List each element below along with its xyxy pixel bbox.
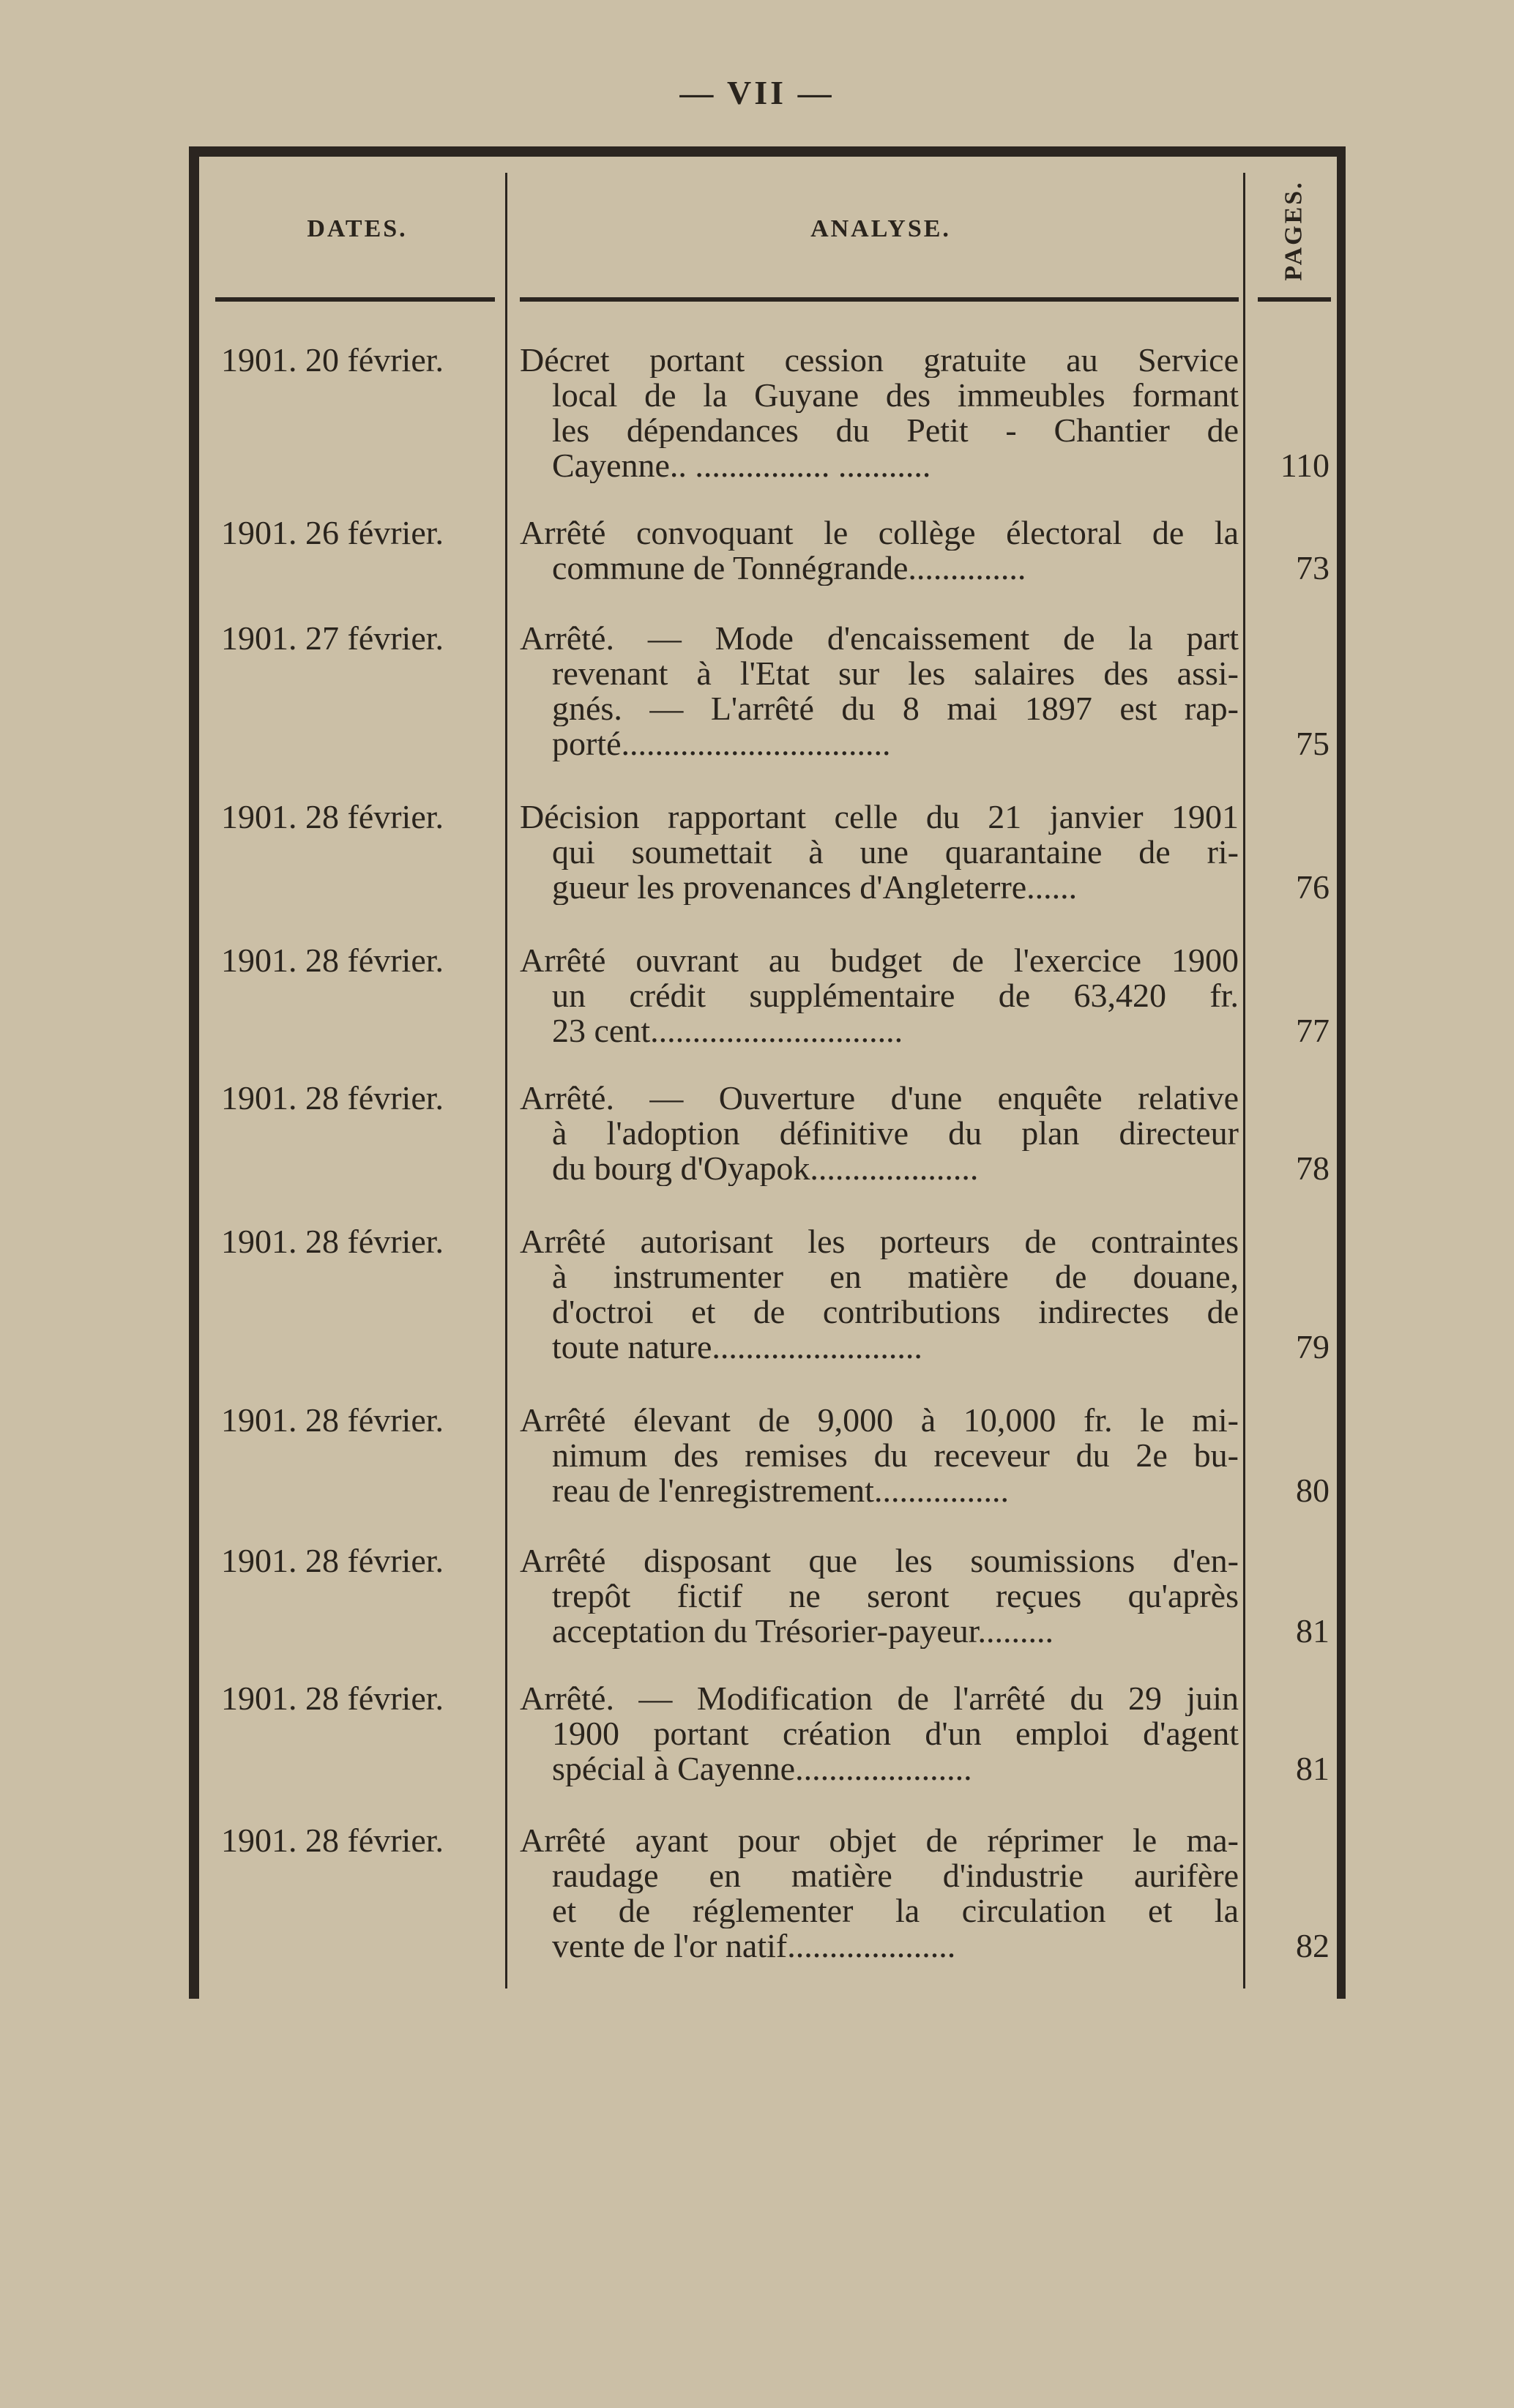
analysis-line: les dépendances du Petit - Chantier de (552, 413, 1239, 448)
analysis-line: nimum des remises du receveur du 2e bu- (552, 1438, 1239, 1473)
analysis-line: gueur les provenances d'Angleterre...... (552, 870, 1078, 905)
entry-date: 1901. 28 février. (221, 942, 444, 979)
analysis-line: Arrêté ayant pour objet de réprimer le ma- (520, 1823, 1239, 1858)
analysis-line: Arrêté élevant de 9,000 à 10,000 fr. le mi- (520, 1403, 1239, 1438)
analysis-line: commune de Tonnégrande.............. (552, 551, 1026, 586)
analysis-line: 1900 portant création d'un emploi d'agent (552, 1716, 1239, 1751)
column-divider-pages (1243, 173, 1245, 1988)
entry-analysis (520, 343, 1239, 483)
entry-date: 1901. 28 février. (221, 1223, 444, 1260)
entry-date: 1901. 28 février. (221, 1542, 444, 1579)
entry-date: 1901. 28 février. (221, 1401, 444, 1439)
analysis-line: Décision rapportant celle du 21 janvier 1901 (520, 799, 1239, 835)
analysis-line: à instrumenter en matière de douane, (552, 1259, 1239, 1294)
analysis-line: raudage en matière d'industrie aurifère (552, 1858, 1239, 1893)
table-right-border (1337, 146, 1346, 1999)
entry-date: 1901. 28 février. (221, 798, 444, 835)
entry-analysis (520, 621, 1239, 761)
header-pages-label: PAGES. (1280, 180, 1308, 281)
entry-analysis (520, 1823, 1239, 1964)
analysis-line: vente de l'or natif.................... (552, 1928, 956, 1964)
entry-analysis (520, 1681, 1239, 1786)
entry-analysis (520, 943, 1239, 1048)
page-number: — VII — (679, 74, 835, 111)
entry-analysis (520, 1543, 1239, 1649)
table-top-border (189, 146, 1346, 157)
header-dates: DATES. (307, 215, 408, 242)
entry-date: 1901. 28 février. (221, 1079, 444, 1117)
analysis-line: Arrêté convoquant le collège électoral de la (520, 515, 1239, 551)
analysis-line: du bourg d'Oyapok.................... (552, 1151, 979, 1186)
entry-analysis (520, 1224, 1239, 1365)
analysis-line: trepôt fictif ne seront reçues qu'après (552, 1578, 1239, 1614)
header-underline-analyse (520, 297, 1239, 302)
analysis-line: local de la Guyane des immeubles formant (552, 378, 1239, 413)
entry-analysis (520, 1403, 1239, 1508)
analysis-line: et de réglementer la circulation et la (552, 1893, 1239, 1928)
entry-page-number: 79 (1296, 1328, 1330, 1365)
entry-page-number: 77 (1296, 1012, 1330, 1049)
analysis-line: Arrêté ouvrant au budget de l'exercice 1900 (520, 943, 1239, 978)
entry-page-number: 80 (1296, 1472, 1330, 1509)
entry-date: 1901. 28 février. (221, 1680, 444, 1717)
entry-date: 1901. 28 février. (221, 1822, 444, 1859)
header-underline-dates (215, 297, 495, 302)
entry-page-number: 81 (1296, 1750, 1330, 1787)
analysis-line: gnés. — L'arrêté du 8 mai 1897 est rap- (552, 691, 1239, 726)
analysis-line: 23 cent.............................. (552, 1013, 903, 1048)
header-underline-pages (1258, 297, 1331, 302)
entry-page-number: 73 (1296, 549, 1330, 586)
column-divider-dates (505, 173, 507, 1988)
analysis-line: Décret portant cession gratuite au Service (520, 343, 1239, 378)
header-pages (1256, 176, 1332, 286)
analysis-line: Arrêté disposant que les soumissions d'en- (520, 1543, 1239, 1578)
analysis-line: à l'adoption définitive du plan directeur (552, 1116, 1239, 1151)
entry-date: 1901. 27 février. (221, 619, 444, 657)
analysis-line: Arrêté autorisant les porteurs de contraintes (520, 1224, 1239, 1259)
entry-analysis (520, 1081, 1239, 1186)
table-of-contents (189, 146, 1346, 1999)
entry-page-number: 76 (1296, 868, 1330, 906)
analysis-line: Arrêté. — Ouverture d'une enquête relative (520, 1081, 1239, 1116)
analysis-line: acceptation du Trésorier-payeur......... (552, 1614, 1054, 1649)
analysis-line: qui soumettait à une quarantaine de ri- (552, 835, 1239, 870)
analysis-line: un crédit supplémentaire de 63,420 fr. (552, 978, 1239, 1013)
analysis-line: Arrêté. — Mode d'encaissement de la part (520, 621, 1239, 656)
analysis-line: reau de l'enregistrement................ (552, 1473, 1009, 1508)
entry-page-number: 110 (1280, 447, 1330, 484)
entry-date: 1901. 26 février. (221, 514, 444, 551)
table-left-border (189, 146, 199, 1999)
analysis-line: Arrêté. — Modification de l'arrêté du 29 juin (520, 1681, 1239, 1716)
entry-page-number: 81 (1296, 1612, 1330, 1650)
entry-page-number: 82 (1296, 1927, 1330, 1964)
analysis-line: d'octroi et de contributions indirectes de (552, 1294, 1239, 1330)
entry-analysis (520, 799, 1239, 905)
entry-date: 1901. 20 février. (221, 341, 444, 379)
analysis-line: porté................................ (552, 726, 891, 761)
entry-analysis (520, 515, 1239, 586)
analysis-line: toute nature......................... (552, 1330, 922, 1365)
entry-page-number: 78 (1296, 1149, 1330, 1187)
analysis-line: revenant à l'Etat sur les salaires des assi- (552, 656, 1239, 691)
analysis-line: spécial à Cayenne..................... (552, 1751, 972, 1786)
analysis-line: Cayenne.. ................ ........... (552, 448, 931, 483)
entry-page-number: 75 (1296, 725, 1330, 762)
header-analyse: ANALYSE. (810, 215, 951, 242)
